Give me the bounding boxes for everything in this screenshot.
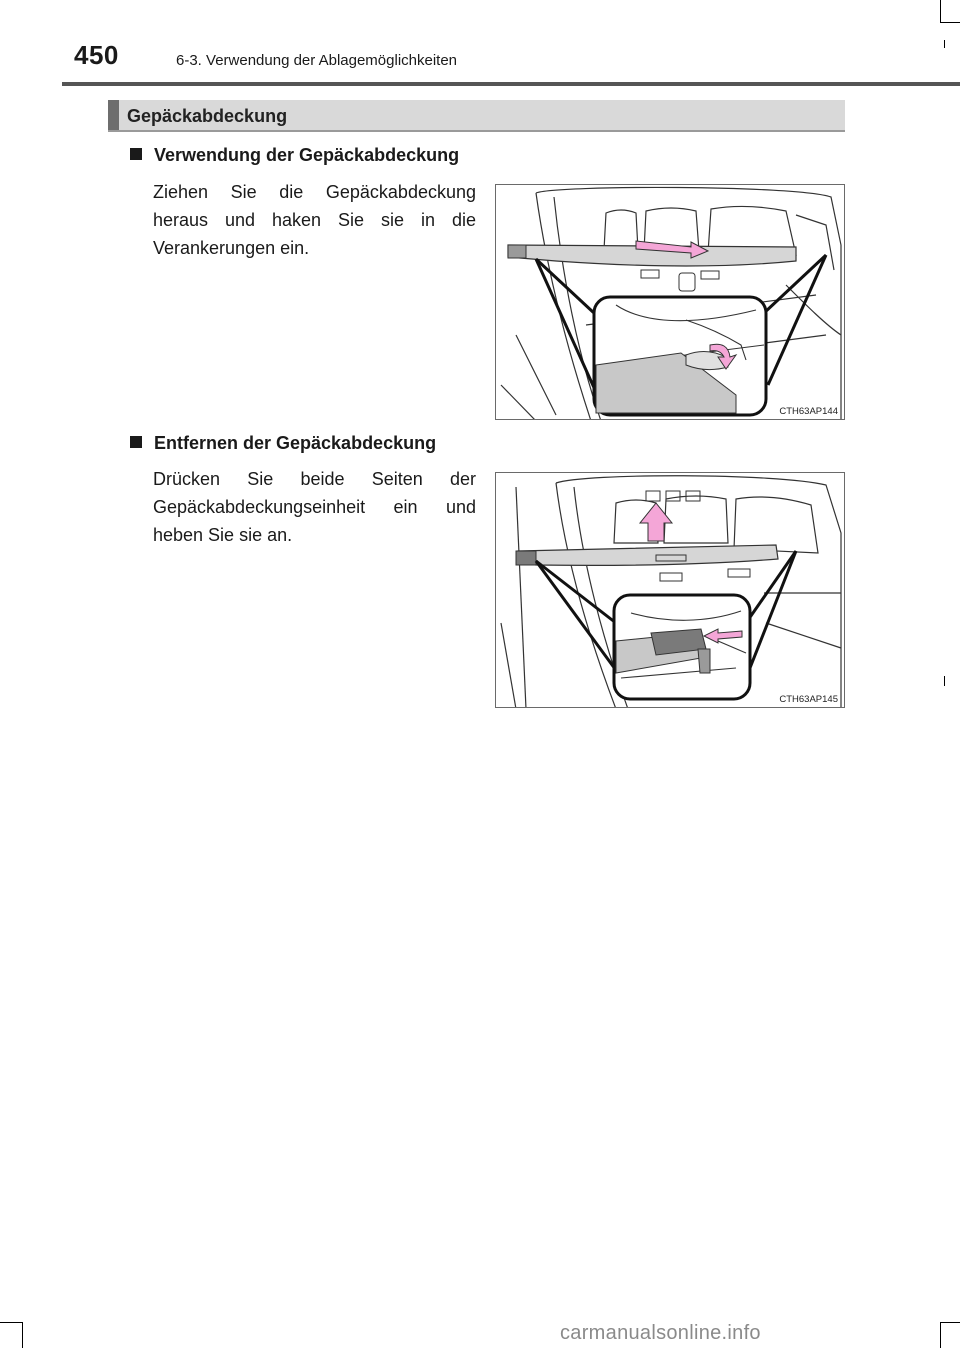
- section-accent: [108, 100, 119, 130]
- square-bullet-icon: [130, 148, 142, 160]
- figure-code: CTH63AP145: [779, 694, 838, 705]
- crop-mark: [940, 1323, 941, 1348]
- square-bullet-icon: [130, 436, 142, 448]
- crop-mark: [22, 1322, 23, 1348]
- cargo-area-illustration: [496, 473, 845, 708]
- figure-cover-removal: [495, 472, 845, 708]
- crop-mark: [940, 1322, 960, 1323]
- figure-cover-installation: [495, 184, 845, 420]
- step-heading-remove: [130, 433, 436, 454]
- cargo-area-illustration: [496, 185, 845, 420]
- figure-code: CTH63AP144: [779, 406, 838, 417]
- watermark: carmanualsonline.info: [560, 1322, 761, 1344]
- crop-mark: [0, 1322, 22, 1323]
- crop-mark: [940, 0, 941, 22]
- page-number: 450: [74, 40, 119, 70]
- step-heading-use: [130, 145, 459, 166]
- step-text-remove: Drücken Sie beide Seiten der Gepäckabdeckungseinheit ein und heben Sie sie an.: [153, 469, 476, 545]
- running-header: 6-3. Verwendung der Ablagemöglichkeiten: [176, 52, 458, 69]
- step-text-use: Ziehen Sie die Gepäckabdeckung heraus und haken Sie sie in die Verankerungen ein.: [153, 182, 476, 258]
- step-heading-text: Verwendung der Gepäckabdeckung: [154, 145, 460, 165]
- crop-mark: [940, 22, 960, 23]
- header-rule: [62, 82, 960, 86]
- section-heading-bar: [108, 100, 845, 132]
- step-heading-text: Entfernen der Gepäckabdeckung: [154, 433, 437, 453]
- crop-mark: [944, 40, 945, 48]
- section-title: Gepäckabdeckung: [127, 106, 288, 126]
- crop-mark: [944, 676, 945, 686]
